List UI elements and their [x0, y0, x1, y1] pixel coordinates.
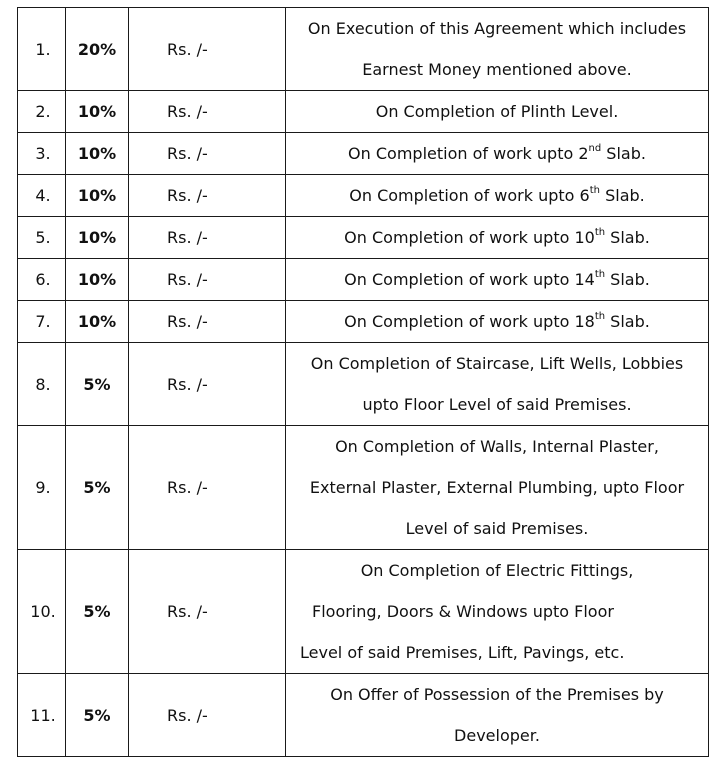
- description-line: Flooring, Doors & Windows upto Floor: [312, 602, 614, 621]
- table-row: [18, 8, 709, 91]
- row-percentage: 5%: [66, 343, 129, 426]
- description-line: [286, 301, 708, 342]
- description-line: On Completion of Electric Fittings,: [360, 561, 634, 580]
- row-percentage: 5%: [66, 550, 129, 674]
- row-number: 5.: [18, 217, 66, 259]
- description-line: On Offer of Possession of the Premises by: [330, 685, 664, 704]
- ordinal-suffix: th: [594, 310, 606, 322]
- row-number: 6.: [18, 259, 66, 301]
- row-amount: Rs. /-: [129, 550, 286, 674]
- table-row: [18, 343, 709, 426]
- row-percentage: 10%: [66, 133, 129, 175]
- row-number: 9.: [18, 426, 66, 550]
- row-description: [286, 674, 709, 757]
- table-row: [18, 259, 709, 301]
- row-number: 10.: [18, 550, 66, 674]
- description-text: On Completion of work upto 10: [344, 228, 595, 247]
- row-amount: Rs. /-: [129, 343, 286, 426]
- row-percentage: 20%: [66, 8, 129, 91]
- description-line: [286, 133, 708, 174]
- row-number: 1.: [18, 8, 66, 91]
- description-line: [286, 259, 708, 300]
- description-line: Earnest Money mentioned above.: [362, 60, 632, 79]
- row-percentage: 10%: [66, 301, 129, 343]
- description-line: On Completion of Staircase, Lift Wells, Lobbies: [310, 354, 684, 373]
- row-amount: Rs. /-: [129, 426, 286, 550]
- row-description: [286, 259, 709, 301]
- row-number: 8.: [18, 343, 66, 426]
- description-text-end: Slab.: [605, 312, 650, 331]
- row-description: [286, 217, 709, 259]
- description-text-end: Slab.: [605, 228, 650, 247]
- row-amount: Rs. /-: [129, 175, 286, 217]
- ordinal-suffix: nd: [588, 142, 602, 154]
- description-text: On Completion of work upto 6: [349, 186, 590, 205]
- row-number: 7.: [18, 301, 66, 343]
- ordinal-suffix: th: [594, 268, 606, 280]
- row-percentage: 10%: [66, 175, 129, 217]
- row-amount: Rs. /-: [129, 301, 286, 343]
- row-percentage: 5%: [66, 674, 129, 757]
- row-number: 4.: [18, 175, 66, 217]
- row-description: [286, 426, 709, 550]
- description-line: [286, 175, 708, 216]
- row-number: 11.: [18, 674, 66, 757]
- row-description: [286, 550, 709, 674]
- table-row: [18, 301, 709, 343]
- description-line: On Completion of Walls, Internal Plaster,: [335, 437, 659, 456]
- row-percentage: 10%: [66, 217, 129, 259]
- row-description: [286, 133, 709, 175]
- description-text: On Completion of work upto 14: [344, 270, 595, 289]
- row-amount: Rs. /-: [129, 133, 286, 175]
- description-text-end: Slab.: [605, 270, 650, 289]
- payment-schedule-table: [17, 7, 709, 757]
- row-amount: Rs. /-: [129, 217, 286, 259]
- table-row: [18, 91, 709, 133]
- row-number: 2.: [18, 91, 66, 133]
- row-amount: Rs. /-: [129, 91, 286, 133]
- table-row: [18, 217, 709, 259]
- description-line: On Completion of Plinth Level.: [375, 102, 619, 121]
- description-line: External Plaster, External Plumbing, upto Floor: [309, 478, 685, 497]
- description-text: On Completion of work upto 2: [348, 144, 589, 163]
- row-description: [286, 343, 709, 426]
- row-amount: Rs. /-: [129, 259, 286, 301]
- ordinal-suffix: th: [594, 226, 606, 238]
- row-description: [286, 301, 709, 343]
- table-row: [18, 133, 709, 175]
- table-row: [18, 550, 709, 674]
- row-percentage: 5%: [66, 426, 129, 550]
- description-line: Level of said Premises, Lift, Pavings, etc.: [300, 643, 625, 662]
- description-line: Level of said Premises.: [405, 519, 589, 538]
- ordinal-suffix: th: [589, 184, 600, 196]
- table-row: [18, 175, 709, 217]
- description-line: [286, 217, 708, 258]
- row-description: [286, 8, 709, 91]
- row-description: [286, 175, 709, 217]
- description-text-end: Slab.: [601, 144, 646, 163]
- description-line: upto Floor Level of said Premises.: [362, 395, 632, 414]
- row-amount: Rs. /-: [129, 8, 286, 91]
- description-line: Developer.: [454, 726, 540, 745]
- table-row: [18, 426, 709, 550]
- row-number: 3.: [18, 133, 66, 175]
- row-amount: Rs. /-: [129, 674, 286, 757]
- table-row: [18, 674, 709, 757]
- description-text-end: Slab.: [600, 186, 645, 205]
- description-text: On Completion of work upto 18: [344, 312, 595, 331]
- description-line: On Execution of this Agreement which includes: [307, 19, 687, 38]
- row-percentage: 10%: [66, 91, 129, 133]
- row-description: [286, 91, 709, 133]
- row-percentage: 10%: [66, 259, 129, 301]
